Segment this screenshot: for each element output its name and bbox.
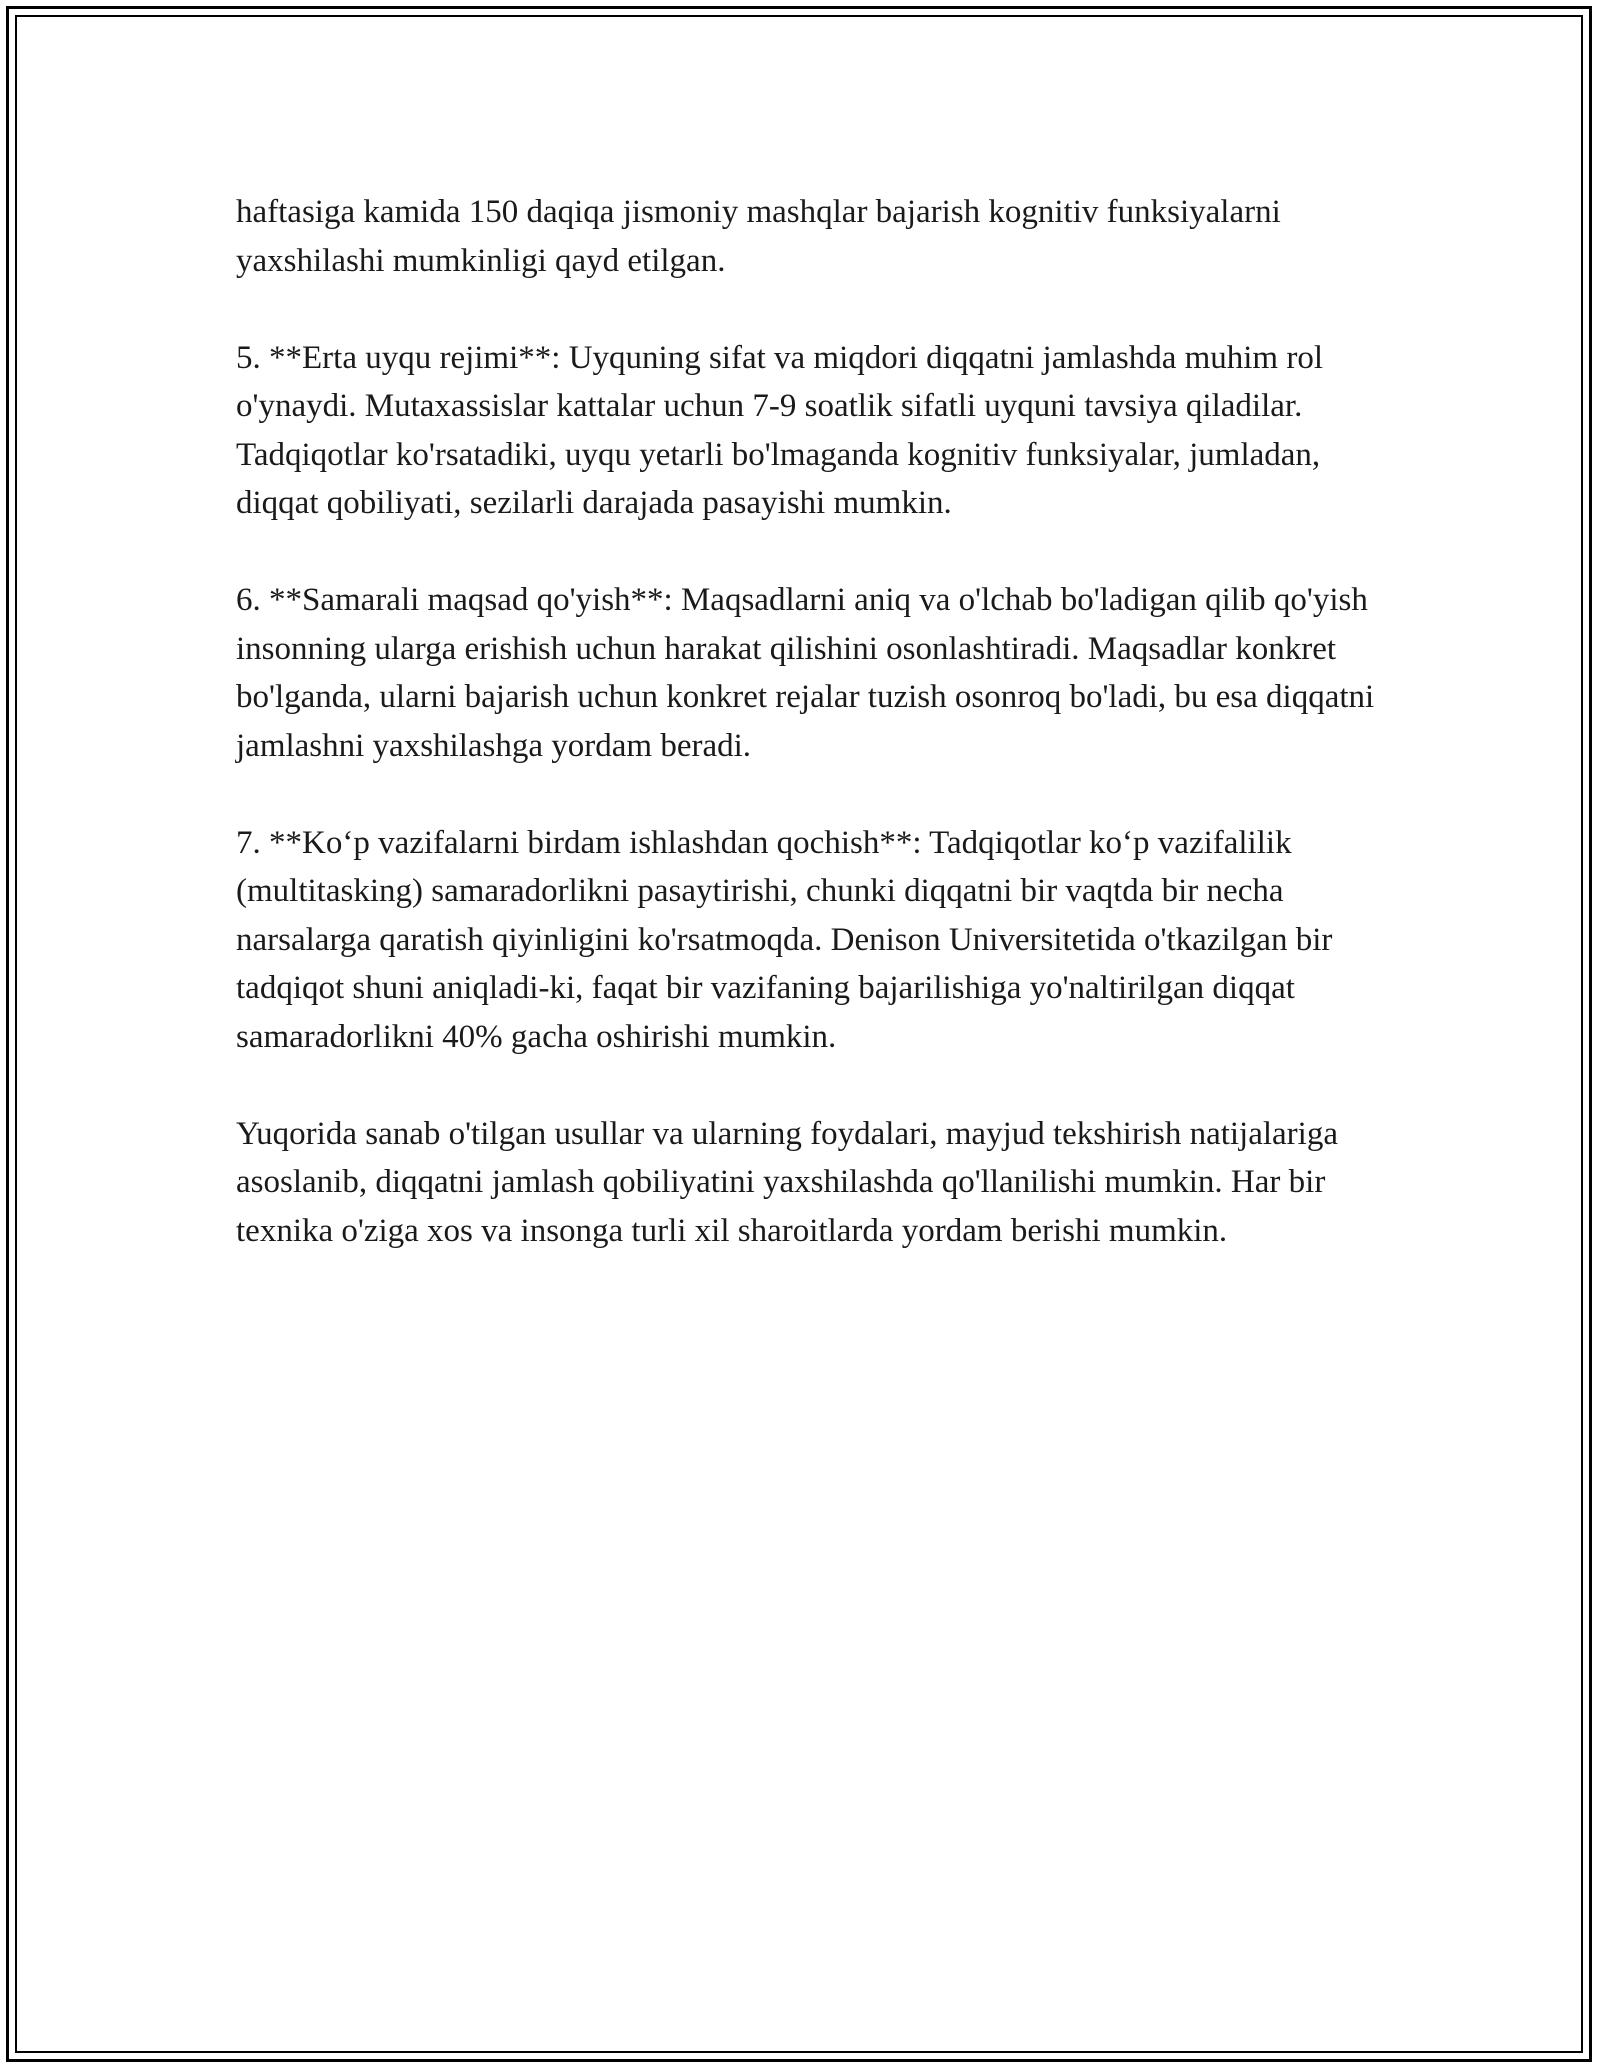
paragraph-conclusion: Yuqorida sanab o'tilgan usullar va ularning foydalari, mayjud tekshirish natijalariga asoslanib, diqqatni jamlash qobiliyatini yaxshilashda qo'llanilishi mumkin. Har bir texnika o'ziga xos va insonga turli xil sharoitlarda yordam berishi mumkin.: [236, 1115, 1338, 1249]
paragraph-exercise-continuation: haftasiga kamida 150 daqiqa jismoniy mashqlar bajarish kognitiv funksiyalarni yaxshilashi mumkinligi qayd etilgan.: [236, 194, 1281, 279]
paragraph-sleep-routine: 5. **Erta uyqu rejimi**: Uyquning sifat va miqdori diqqatni jamlashda muhim rol o'ynaydi. Mutaxassislar kattalar uchun 7-9 soatlik sifatli uyquni tavsiya qiladilar. Tadqiqotlar ko'rsatadiki, uyqu yetarli bo'lmaganda kognitiv funksiyalar, jumladan, diqqat qobiliyati, sezilarli darajada pasayishi mumkin.: [236, 339, 1324, 521]
paragraph-avoid-multitasking: 7. **Ko‘p vazifalarni birdam ishlashdan qochish**: Tadqiqotlar ko‘p vazifalilik (multitasking) samaradorlikni pasaytirishi, chunki diqqatni bir vaqtda bir necha narsalarga qaratish qiyinligini ko'rsatmoqda. Denison Universitetida o'tkazilgan bir tadqiqot shuni aniqladi-ki, faqat bir vazifaning bajarilishiga yo'naltirilgan diqqat samaradorlikni 40% gacha oshirishi mumkin.: [236, 824, 1333, 1055]
document-body: [236, 188, 1386, 1255]
paragraph-goal-setting: 6. **Samarali maqsad qo'yish**: Maqsadlarni aniq va o'lchab bo'ladigan qilib qo'yish insonning ularga erishish uchun harakat qilishini osonlashtiradi. Maqsadlar konkret bo'lganda, ularni bajarish uchun konkret rejalar tuzish osonroq bo'ladi, bu esa diqqatni jamlashni yaxshilashga yordam beradi.: [236, 582, 1375, 764]
